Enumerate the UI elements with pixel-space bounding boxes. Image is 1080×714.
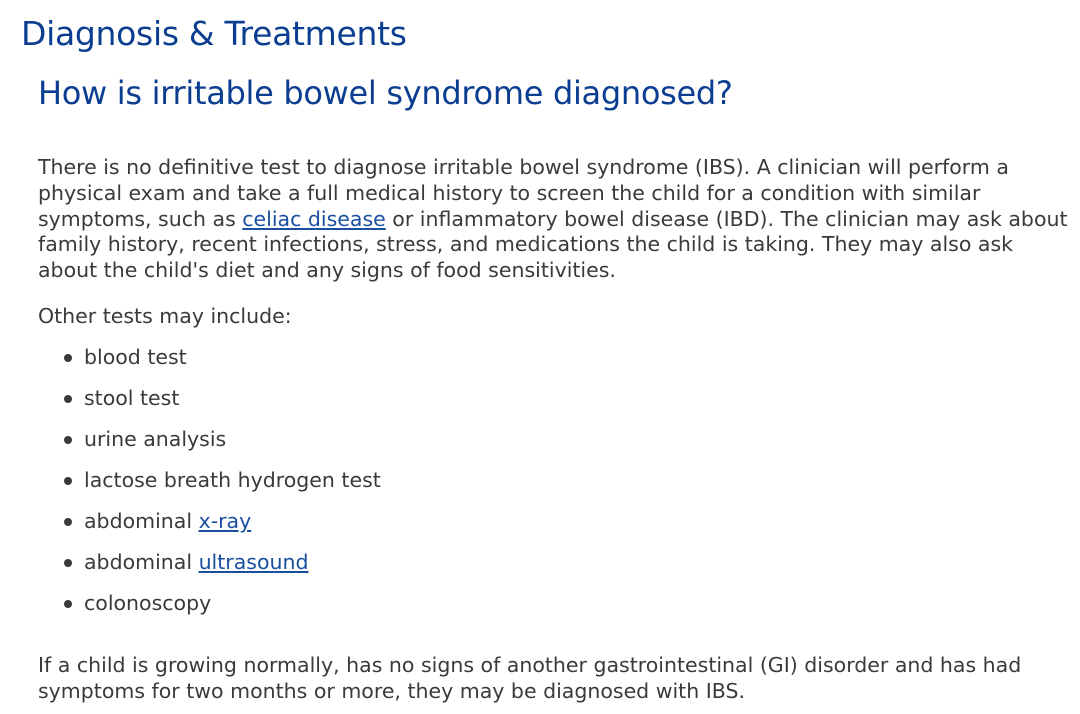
bullet-icon [64,395,72,403]
ultrasound-link[interactable]: ultrasound [198,549,309,574]
intro-text-before-link: There is no definitive test to diagnose irritable bowel syndrome (IBS). A clinician will perform a physical exam and take a full medical history to screen the child for a condition with similar symptoms, such as [38,155,1009,231]
bullet-icon [64,600,72,608]
tests-intro: Other tests may include: [38,303,292,328]
list-item-text: blood test [84,344,187,369]
list-item-abdominal-ultrasound [38,550,1068,591]
list-item-text: abdominal [84,549,199,574]
intro-text-after-link: or inflammatory bowel disease (IBD). The clinician may ask about family history, recent infections, stress, and medications the child is taking. They may also ask about the child's diet and any signs of food sensitivities. [38,206,1068,283]
article-body [38,155,1068,704]
bullet-icon [64,354,72,362]
list-item-blood-test [38,345,1068,386]
list-item-lactose-breath-test [38,468,1068,509]
bullet-icon [64,477,72,485]
bullet-icon [64,436,72,444]
page-title: How is irritable bowel syndrome diagnosed? [38,74,733,112]
bullet-icon [64,518,72,526]
bullet-icon [64,559,72,567]
x-ray-link[interactable]: x-ray [198,508,252,533]
list-item-text: lactose breath hydrogen test [84,467,381,492]
intro-paragraph [38,155,1068,284]
list-item-text: stool test [84,385,180,410]
list-item-urine-analysis [38,427,1068,468]
section-title: Diagnosis & Treatments [21,14,407,53]
list-item-text: colonoscopy [84,590,212,615]
list-item-text: urine analysis [84,426,227,451]
conclusion-paragraph: If a child is growing normally, has no signs of another gastrointestinal (GI) disorder and has had symptoms for two months or more, they may be diagnosed with IBS. [38,652,1022,703]
list-item-colonoscopy [38,591,1068,632]
list-item-abdominal-x-ray [38,509,1068,550]
celiac-disease-link[interactable]: celiac disease [242,206,386,231]
tests-list [38,345,1068,632]
list-item-text: abdominal [84,508,199,533]
list-item-stool-test [38,386,1068,427]
